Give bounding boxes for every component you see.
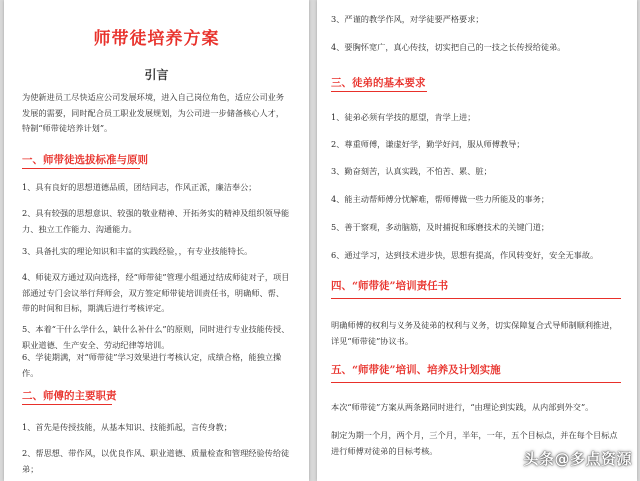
section-3-item: 4、能主动帮师傅分忧解难，帮师傅做一些力所能及的事务；: [331, 194, 550, 204]
section-3-item: 1、徒弟必须有学技的愿望，肯学上进；: [331, 112, 476, 122]
section-2-underline: [22, 404, 112, 405]
section-2-item: 4、要胸怀宽广，真心传技，切实把自己的一技之长传授给徒弟。: [331, 42, 566, 52]
document-page-left: [4, 0, 309, 481]
section-1-item: 5、本着“干什么学什么，缺什么补什么”的原则，同时进行专业技能传授、职业道德、生产安全、劳动纪律等培训。: [22, 324, 290, 350]
section-5-heading: 五、“师带徒”培训、培养及计划实施: [331, 364, 501, 376]
section-5-paragraph: 制定为期一个月，两个月，三个月，半年，一年，五个目标点，并在每个目标点进行师傅对徒弟的目标考核。: [331, 430, 618, 456]
section-3-item: 3、勤奋刻苦，认真实践，不怕苦、累、脏；: [331, 166, 492, 176]
section-4-heading: 四、“师带徒”培训责任书: [331, 280, 449, 292]
document-page-right: [317, 0, 637, 481]
section-1-underline: [22, 168, 140, 169]
section-4-paragraph: 明确师傅的权利与义务及徒弟的权利与义务，切实保障复合式导师制顺利推进，详见“师带徒”协议书。: [331, 320, 618, 346]
intro-paragraph: 为使新进员工尽快适应公司发展环境，进入自己岗位角色，适应公司业务发展的需要，同时配合员工职业发展规划，为公司进一步储备核心人才，特制“师带徒培养计划”。: [22, 92, 285, 133]
section-2-item: 2、帮思想、带作风，以优良作风、职业道德、质量检查和管理经验传给徒弟；: [22, 448, 290, 474]
section-3-heading: 三、徒弟的基本要求: [331, 77, 426, 89]
section-1-item: 3、具备扎实的理论知识和丰富的实践经验，，有专业技能特长。: [22, 246, 253, 256]
section-1-heading: 一、师带徒选拔标准与原则: [22, 154, 148, 166]
section-2-item: 1、首先是传授技能，从基本知识、技能抓起，言传身教；: [22, 422, 232, 432]
section-5-paragraph: 本次“师带徒”方案从两条路同时进行，“由理论到实践，从内部到外交”。: [331, 402, 594, 412]
section-3-item: 6、通过学习，达到技术进步快，思想有提高，作风转变好，安全无事故。: [331, 250, 599, 260]
section-3-item: 2、尊重师傅，谦虚好学，勤学好问，服从师傅教导；: [331, 139, 525, 149]
section-5-underline: [331, 382, 621, 383]
watermark-text: 头条@多点资源: [523, 450, 632, 468]
section-3-item: 5、善于察观，多动脑筋，及时捕捉和琢磨技术的关键门道；: [331, 222, 550, 232]
section-4-underline: [331, 298, 621, 299]
section-1-item: 4、师徒双方通过双向选择，经“师带徒”管理小组通过结成师徒对子，项目部通过专门会议举行拜师会，双方签定师带徒培训责任书，明确师、帮、带的时间和目标，期满后进行考核评定。: [22, 272, 290, 313]
section-1-item: 2、具有较强的思想意识、较强的敬业精神、开拓务实的精神及组织领导能力、独立工作能力、沟通能力。: [22, 208, 290, 234]
intro-heading: 引言: [144, 68, 169, 82]
section-3-underline: [331, 91, 427, 92]
section-2-item: 3、严谨的教学作风，对学徒要严格要求；: [331, 14, 484, 24]
section-1-item: 1、具有良好的思想道德品质，团结同志，作风正派，廉洁奉公；: [22, 182, 257, 192]
document-title: 师带徒培养方案: [93, 29, 220, 49]
section-1-item: 6、学徒期满，对“师带徒”学习效果进行考核认定，成绩合格，能独立操作。: [22, 352, 282, 378]
section-2-heading: 二、师傅的主要职责: [22, 390, 117, 402]
